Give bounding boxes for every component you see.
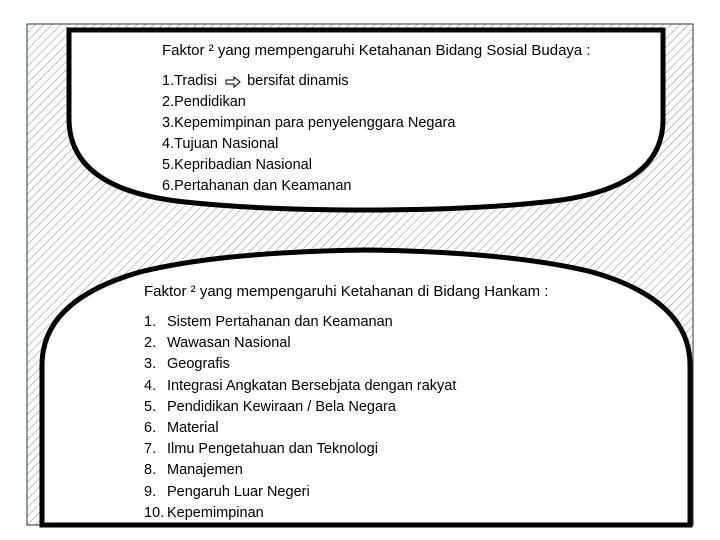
lower-list (144, 312, 548, 524)
item-number: 5. (144, 398, 157, 415)
item-number: 10. (144, 504, 165, 521)
upper-list (162, 71, 591, 197)
list-item (144, 482, 548, 503)
list-item (162, 92, 591, 113)
item-number: 4. (144, 377, 157, 394)
item-text: Material (167, 420, 219, 437)
list-item (144, 354, 548, 375)
list-item (144, 418, 548, 439)
item-text: Pendidikan (174, 94, 246, 110)
list-item (162, 134, 591, 155)
upper-title: Faktor ² yang mempengaruhi Ketahanan Bidang Sosial Budaya : (162, 42, 591, 59)
item-text: Wawasan Nasional (167, 335, 291, 352)
item-text: Ilmu Pengetahuan dan Teknologi (167, 441, 378, 458)
list-item (144, 503, 548, 524)
item-text: Tujuan Nasional (174, 136, 279, 152)
list-item (144, 376, 548, 397)
item-text: Integrasi Angkatan Bersebjata dengan rakyat (167, 377, 457, 394)
item-number: 3. (162, 115, 175, 131)
item-number: 2. (162, 94, 175, 110)
item-number: 4. (162, 136, 175, 152)
list-item (144, 460, 548, 481)
item-number: 3. (144, 356, 157, 373)
item-number: 9. (144, 483, 157, 500)
list-item (144, 312, 548, 333)
item-text: Pengaruh Luar Negeri (167, 483, 310, 500)
list-item (162, 71, 591, 92)
upper-text-block (162, 42, 591, 197)
right-arrow-icon (225, 76, 241, 88)
item-number: 8. (144, 462, 157, 479)
item-text: Pertahanan dan Keamanan (174, 178, 352, 194)
item-text: Kepemimpinan para penyelenggara Negara (174, 115, 456, 131)
list-item (162, 176, 591, 197)
list-item (162, 155, 591, 176)
item-text: Kepemimpinan (167, 504, 264, 521)
lower-title: Faktor ² yang mempengaruhi Ketahanan di Bidang Hankam : (144, 283, 549, 300)
item-text: Manajemen (167, 462, 243, 479)
item-note: bersifat dinamis (247, 73, 349, 89)
item-number: 6. (144, 420, 157, 437)
list-item (144, 333, 548, 354)
item-text: Geografis (167, 356, 230, 373)
item-number: 2. (144, 335, 157, 352)
item-number: 1. (144, 314, 157, 330)
item-number: 6. (162, 178, 175, 194)
item-text: Kepribadian Nasional (174, 157, 312, 173)
list-item (162, 113, 591, 134)
list-item (144, 397, 548, 418)
item-number: 7. (144, 441, 157, 458)
item-number: 5. (162, 157, 175, 173)
list-item (144, 439, 548, 460)
item-text: Tradisi (174, 73, 218, 89)
item-text: Sistem Pertahanan dan Keamanan (167, 314, 393, 330)
item-text: Pendidikan Kewiraan / Bela Negara (167, 398, 396, 415)
item-number: 1. (162, 73, 175, 89)
lower-text-block (144, 283, 548, 524)
